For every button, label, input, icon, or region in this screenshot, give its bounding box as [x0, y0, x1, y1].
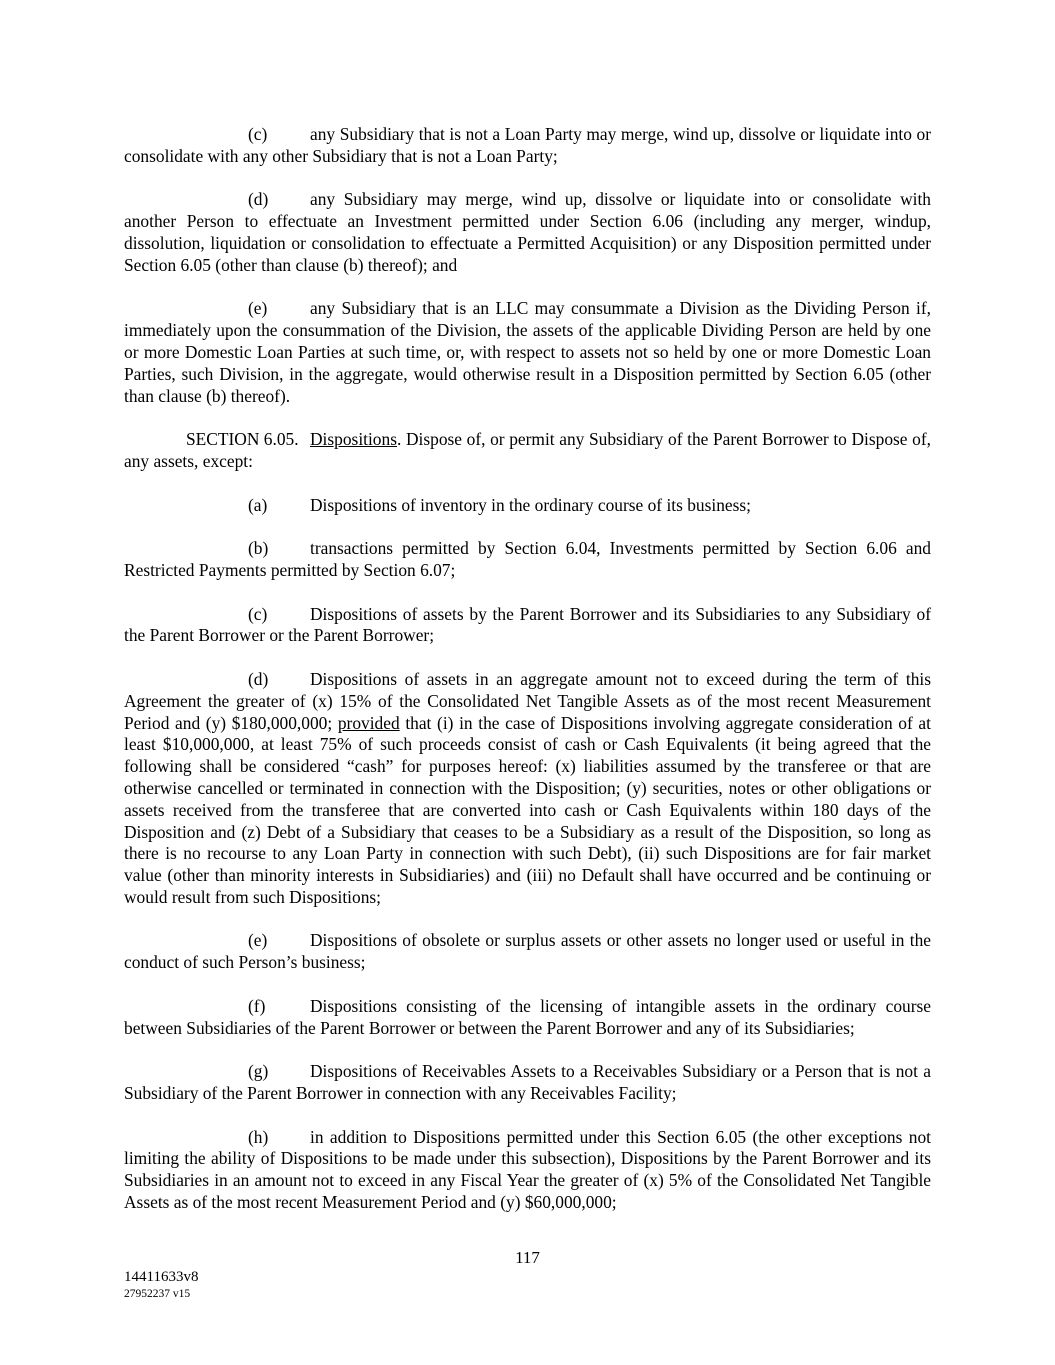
- clause-text: Dispositions of assets by the Parent Borrower and its Subsidiaries to any Subsidiary of the Parent Borrower or the Parent Borrower;: [124, 603, 931, 646]
- clause-text: in addition to Dispositions permitted under this Section 6.05 (the other exceptions not limiting the ability of Dispositions to be made under this subsection), Dispositions by the Parent Borrower and its Subsidiaries in an amount not to exceed in any Fiscal Year the greater of (x) 5% of the Consolidated Net Tangible Assets as of the most recent Measurement Period and (y) $60,000,000;: [124, 1126, 931, 1213]
- section-intro-text: . Dispose of, or permit any Subsidiary of the Parent Borrower to Dispose of, any assets, except:: [124, 429, 931, 471]
- provided-term: provided: [337, 712, 400, 733]
- disposition-clause-a: [124, 495, 931, 517]
- disposition-clause-g: [124, 1061, 931, 1105]
- disposition-clause-c: [124, 604, 931, 648]
- document-id-primary: 14411633v8: [124, 1269, 199, 1285]
- clause-label: (e): [248, 930, 268, 951]
- clause-text: any Subsidiary may merge, wind up, dissolve or liquidate into or consolidate with another Person to effectuate an Investment permitted under Section 6.06 (including any merger, windup, dissolution, liquidation or consolidation to effectuate a Permitted Acquisition) or any Disposition permitted under Section 6.05 (other than clause (b) thereof); and: [124, 189, 931, 275]
- section-6-05-heading: [124, 429, 931, 473]
- disposition-clause-b: [124, 538, 931, 582]
- clause-text: any Subsidiary that is an LLC may consummate a Division as the Dividing Person if, immediately upon the consummation of the Division, the assets of the applicable Dividing Person are held by one or more Domestic Loan Parties at such time, or, with respect to assets not so held by one or more Domestic Loan Parties, such Division, in the aggregate, would otherwise result in a Disposition permitted by Section 6.05 (other than clause (b) thereof).: [124, 298, 931, 406]
- section-title: Dispositions: [310, 429, 397, 450]
- clause-label: (d): [248, 668, 269, 689]
- clause-label: (g): [248, 1061, 269, 1082]
- clause-text-before: Dispositions of assets in an aggregate amount not to exceed during the term of this Agreement the greater of (x) 15% of the Consolidated Net Tangible Assets as of the most recent Measurement Period and (y) $180,000,000;: [124, 668, 931, 733]
- merger-clause-c: [124, 124, 931, 168]
- clause-text: Dispositions of Receivables Assets to a Receivables Subsidiary or a Person that is not a Subsidiary of the Parent Borrower in connection with any Receivables Facility;: [124, 1061, 931, 1104]
- merger-clause-d: [124, 189, 931, 276]
- document-id-secondary: 27952237 v15: [124, 1288, 191, 1300]
- document-body: [124, 124, 931, 1214]
- clause-label: (a): [248, 494, 268, 515]
- clause-label: (c): [248, 603, 268, 624]
- disposition-clause-h: [124, 1127, 931, 1214]
- clause-label: (d): [248, 189, 269, 210]
- clause-label: (f): [248, 995, 266, 1016]
- clause-text: transactions permitted by Section 6.04, Investments permitted by Section 6.06 and Restricted Payments permitted by Section 6.07;: [124, 538, 931, 580]
- disposition-clause-f: [124, 996, 931, 1040]
- clause-text: Dispositions of obsolete or surplus assets or other assets no longer used or useful in the conduct of such Person’s business;: [124, 930, 931, 973]
- disposition-clause-e: [124, 930, 931, 974]
- clause-text: Dispositions of inventory in the ordinary course of its business;: [310, 494, 751, 515]
- clause-text: Dispositions consisting of the licensing of intangible assets in the ordinary course between Subsidiaries of the Parent Borrower or between the Parent Borrower and any of its Subsidiaries;: [124, 995, 931, 1038]
- clause-text: any Subsidiary that is not a Loan Party may merge, wind up, dissolve or liquidate into or consolidate with any other Subsidiary that is not a Loan Party;: [124, 124, 931, 166]
- section-number: SECTION 6.05.: [186, 429, 299, 450]
- merger-clause-e: [124, 298, 931, 407]
- clause-label: (h): [248, 1126, 269, 1147]
- page-number: 117: [515, 1248, 540, 1267]
- clause-label: (e): [248, 298, 268, 319]
- clause-text-after: that (i) in the case of Dispositions involving aggregate consideration of at least $10,000,000, at least 75% of such proceeds consist of cash or Cash Equivalents (it being agreed that the following shall be considered “cash” for purposes hereof: (x) liabilities assumed by the transferee or that are otherwise cancelled or terminated in connection with the Disposition; (y) securities, notes or other obligations or assets received from the transferee that are converted into cash or Cash Equivalents within 180 days of the Disposition and (z) Debt of a Subsidiary that ceases to be a Subsidiary as a result of the Disposition, so long as there is no recourse to any Loan Party in connection with such Debt), (ii) such Dispositions are for fair market value (other than minority interests in Subsidiaries) and (iii) no Default shall have occurred and be continuing or would result from such Dispositions;: [124, 712, 931, 907]
- disposition-clause-d: [124, 669, 931, 909]
- clause-label: (b): [248, 538, 269, 559]
- clause-label: (c): [248, 124, 268, 144]
